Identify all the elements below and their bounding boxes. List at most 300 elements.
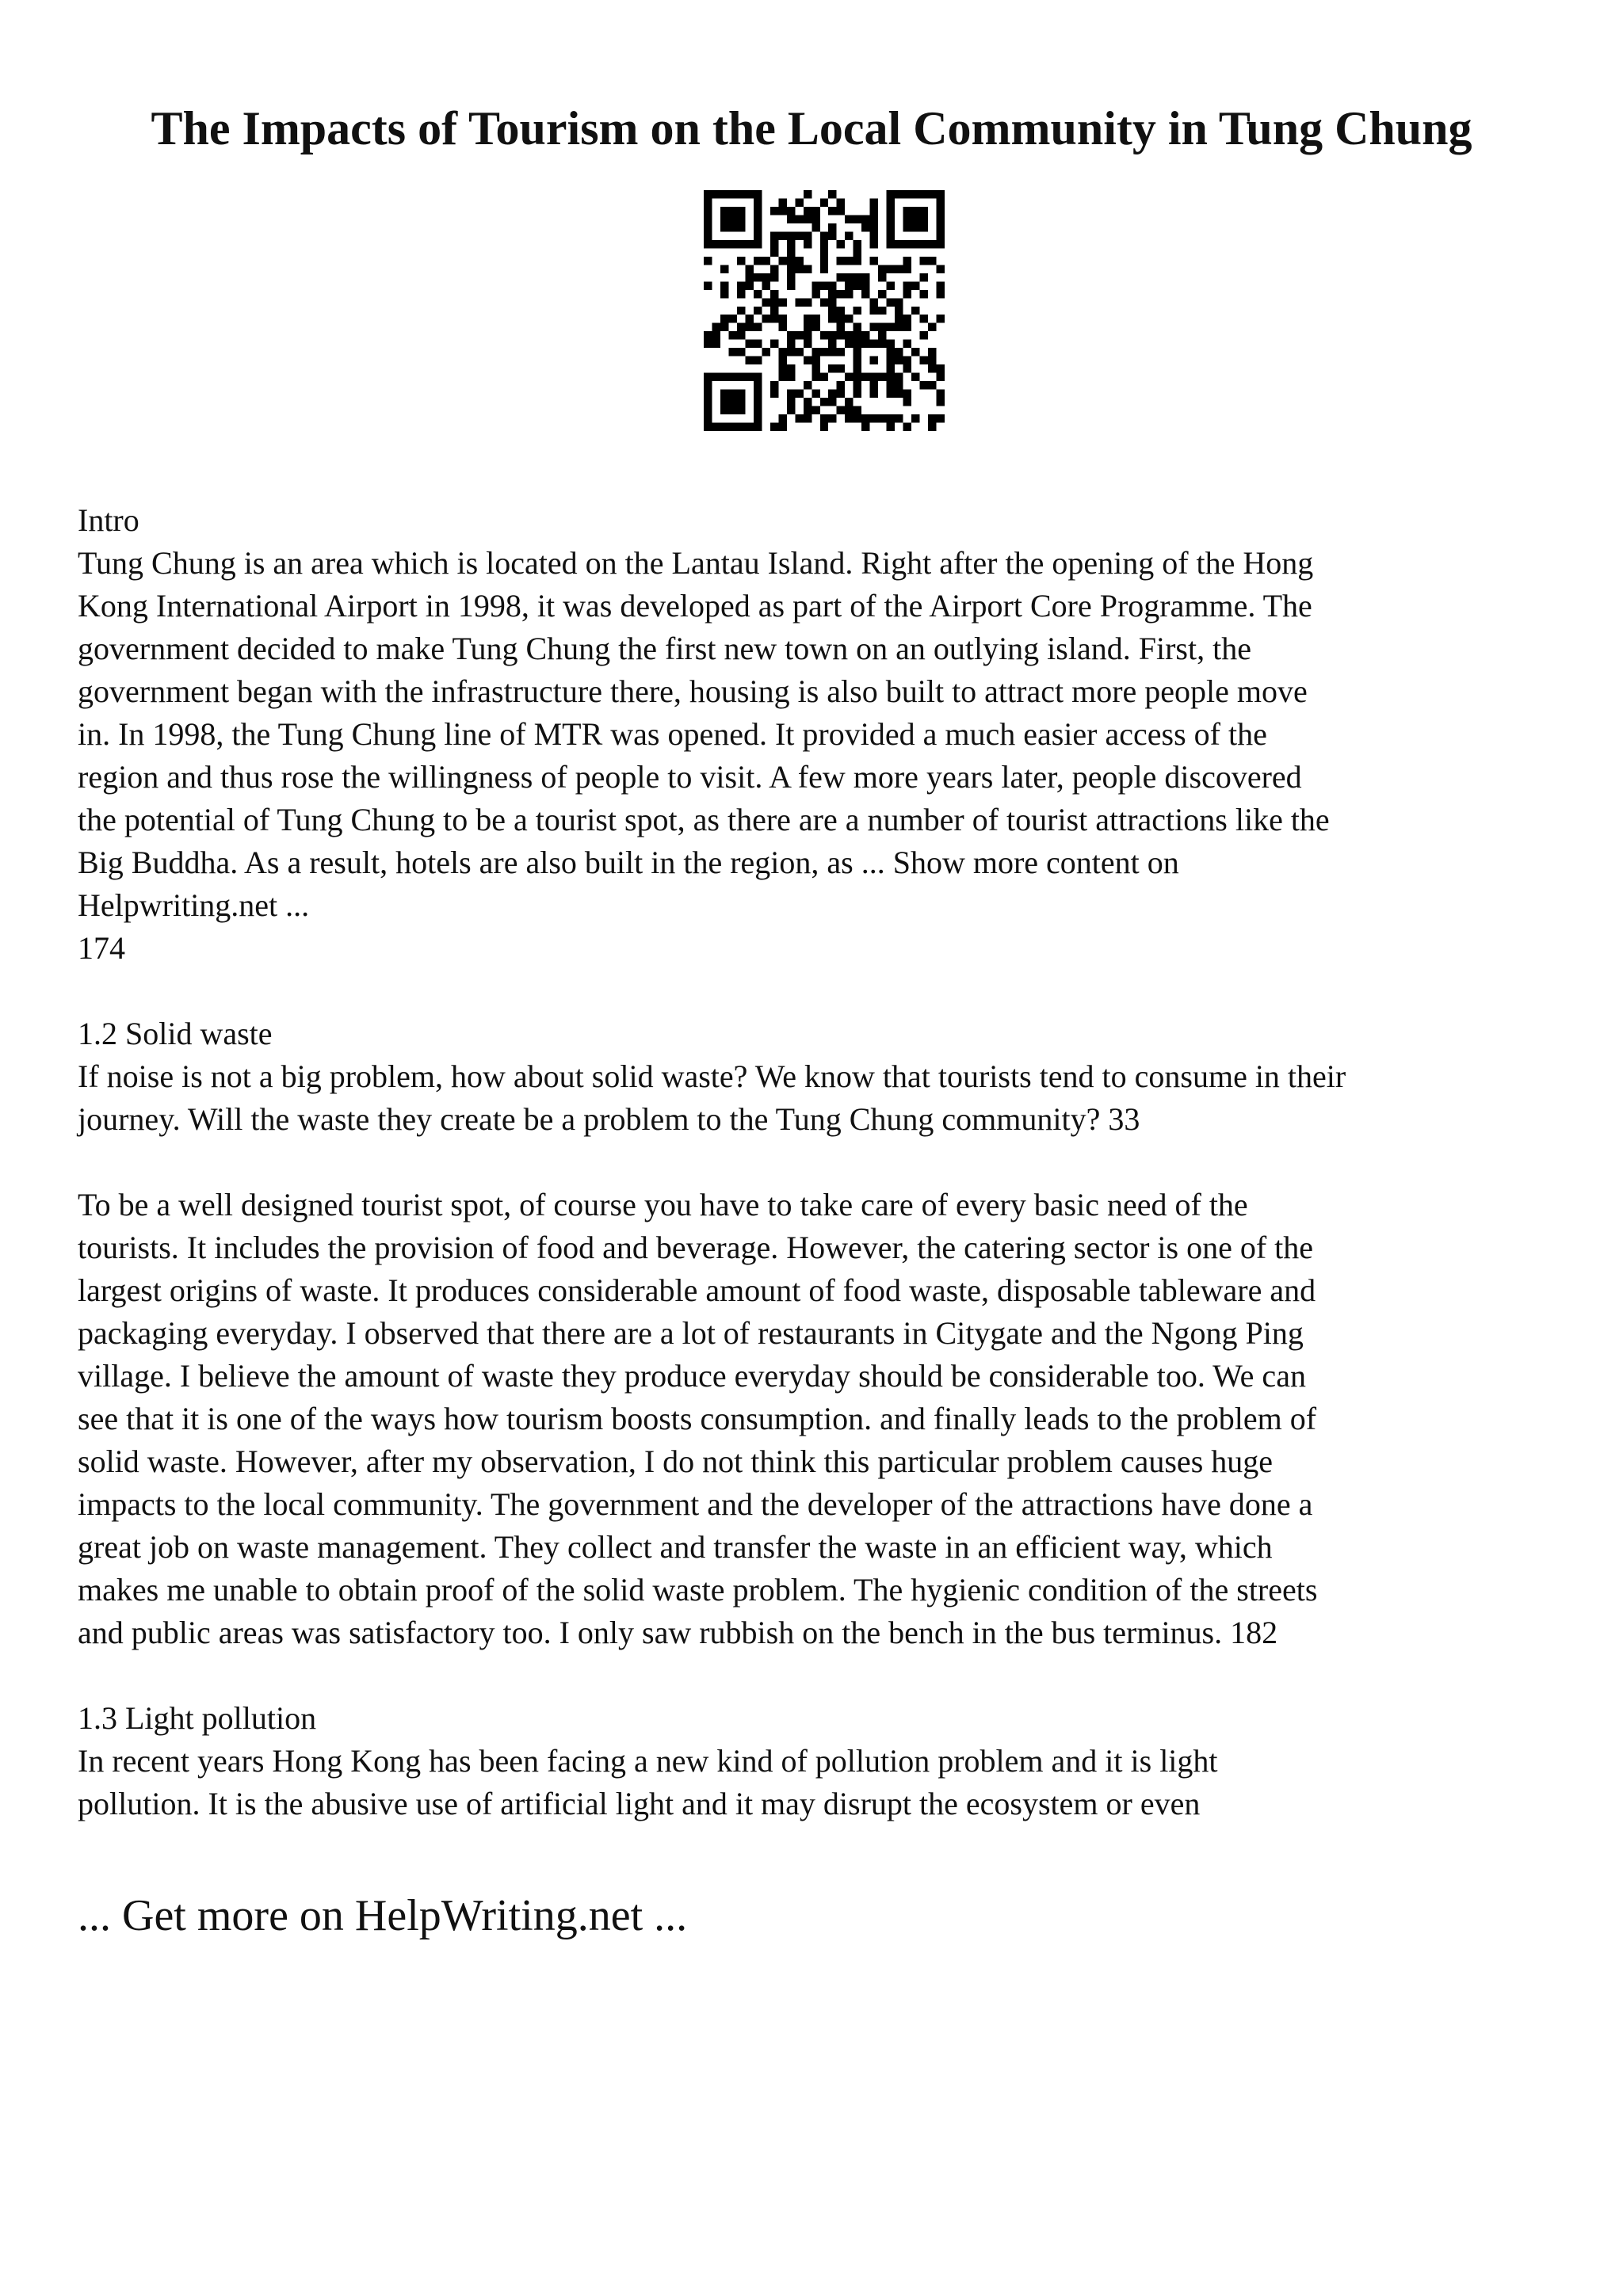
qr-module	[895, 381, 903, 389]
qr-code-icon[interactable]	[704, 190, 945, 431]
qr-module	[787, 398, 795, 406]
qr-module	[828, 398, 836, 406]
qr-module	[887, 357, 895, 364]
qr-module	[854, 248, 861, 256]
qr-module	[737, 207, 745, 215]
qr-module	[870, 307, 878, 315]
qr-module	[820, 298, 828, 306]
qr-module	[754, 373, 762, 381]
qr-module	[895, 414, 903, 422]
qr-module	[812, 223, 819, 231]
qr-module	[704, 281, 712, 289]
qr-module	[804, 240, 812, 248]
qr-module	[754, 390, 762, 398]
qr-module	[828, 307, 836, 315]
qr-module	[770, 315, 778, 322]
qr-module	[887, 215, 895, 223]
qr-module	[845, 398, 853, 406]
qr-module	[854, 281, 861, 289]
qr-module	[712, 331, 720, 339]
qr-module	[720, 398, 728, 406]
qr-module	[745, 423, 753, 431]
qr-module	[845, 231, 853, 239]
qr-module	[770, 240, 778, 248]
qr-module	[754, 398, 762, 406]
qr-module	[787, 390, 795, 398]
qr-module	[845, 340, 853, 348]
qr-module	[903, 398, 911, 406]
paragraph-gap	[78, 970, 1568, 1013]
qr-module	[870, 381, 878, 389]
qr-module	[804, 357, 812, 364]
qr-module	[895, 373, 903, 381]
qr-module	[937, 231, 945, 239]
qr-module	[720, 315, 728, 322]
qr-module	[745, 340, 753, 348]
qr-module	[828, 298, 836, 306]
qr-module	[845, 331, 853, 339]
qr-module	[812, 373, 819, 381]
qr-module	[787, 364, 795, 372]
qr-module	[870, 257, 878, 265]
qr-module	[937, 281, 945, 289]
qr-module	[804, 215, 812, 223]
qr-module	[820, 414, 828, 422]
qr-module	[920, 207, 928, 215]
qr-module	[728, 406, 736, 414]
qr-module	[837, 348, 845, 356]
qr-module	[787, 340, 795, 348]
document-title: The Impacts of Tourism on the Local Community in Tung Chung	[151, 102, 1472, 154]
qr-module	[795, 348, 803, 356]
qr-module	[911, 414, 919, 422]
qr-module	[928, 423, 936, 431]
qr-module	[937, 240, 945, 248]
qr-module	[745, 240, 753, 248]
qr-module	[728, 373, 736, 381]
qr-module	[911, 207, 919, 215]
qr-module	[778, 257, 786, 265]
qr-module	[878, 373, 886, 381]
qr-module	[770, 298, 778, 306]
qr-module	[937, 223, 945, 231]
qr-module	[845, 273, 853, 281]
qr-module	[854, 323, 861, 331]
qr-module	[762, 257, 769, 265]
qr-module	[737, 406, 745, 414]
qr-module	[837, 390, 845, 398]
qr-module	[870, 414, 878, 422]
qr-module	[720, 207, 728, 215]
qr-module	[804, 207, 812, 215]
qr-module	[820, 281, 828, 289]
section-body-solid-waste-detail: To be a well designed tourist spot, of course you have to take care of every basic need of the tourists. It includes the provision of food and beverage. However, the catering sector is one of the largest origins of waste. It produces considerable amount of food waste, disposable tableware and packaging everyday. I observed that there are a lot of restaurants in Citygate and the Ngong Ping village. I believe the amount of waste they produce everyday should be considerable too. We can see that it is one of the ways how tourism boosts consumption. and finally leads to the problem of solid waste. However, after my observation, I do not think this particular problem causes huge impacts to the local community. The government and the developer of the attractions have done a great job on waste management. They collect and transfer the waste in an efficient way, which makes me unable to obtain proof of the solid waste problem. The hygienic condition of the streets and public areas was satisfactory too. I only saw rubbish on the bench in the bus terminus. 182	[78, 1187, 1318, 1650]
qr-module	[804, 323, 812, 331]
qr-module	[820, 423, 828, 431]
qr-module	[845, 281, 853, 289]
qr-module	[787, 231, 795, 239]
qr-module	[704, 414, 712, 422]
qr-module	[878, 307, 886, 315]
qr-module	[870, 357, 878, 364]
qr-module	[887, 207, 895, 215]
qr-module	[770, 231, 778, 239]
qr-module	[928, 240, 936, 248]
qr-module	[845, 406, 853, 414]
qr-module	[837, 406, 845, 414]
qr-module	[804, 414, 812, 422]
qr-module	[903, 207, 911, 215]
qr-module	[911, 348, 919, 356]
qr-module	[770, 248, 778, 256]
qr-module	[704, 240, 712, 248]
qr-module	[754, 423, 762, 431]
qr-module	[887, 381, 895, 389]
qr-module	[737, 307, 745, 315]
qr-module	[754, 190, 762, 198]
qr-module	[704, 390, 712, 398]
qr-module	[820, 248, 828, 256]
qr-module	[754, 381, 762, 389]
qr-module	[812, 348, 819, 356]
qr-module	[887, 198, 895, 206]
qr-module	[720, 240, 728, 248]
qr-module	[720, 190, 728, 198]
qr-module	[737, 423, 745, 431]
qr-module	[720, 373, 728, 381]
qr-module	[762, 298, 769, 306]
qr-module	[928, 190, 936, 198]
qr-module	[745, 281, 753, 289]
qr-module	[712, 190, 720, 198]
qr-module	[895, 240, 903, 248]
qr-module	[720, 215, 728, 223]
qr-module	[920, 331, 928, 339]
qr-module	[828, 290, 836, 298]
qr-module	[861, 290, 869, 298]
qr-module	[787, 331, 795, 339]
qr-module	[903, 190, 911, 198]
qr-module	[778, 414, 786, 422]
qr-module	[845, 414, 853, 422]
qr-module	[861, 414, 869, 422]
qr-module	[854, 381, 861, 389]
qr-module	[861, 223, 869, 231]
qr-module	[728, 331, 736, 339]
qr-module	[828, 315, 836, 322]
qr-module	[845, 290, 853, 298]
qr-module	[820, 398, 828, 406]
qr-module	[911, 240, 919, 248]
qr-module	[928, 357, 936, 364]
qr-module	[778, 315, 786, 322]
qr-module	[903, 281, 911, 289]
qr-module	[778, 364, 786, 372]
qr-module	[737, 223, 745, 231]
qr-module	[870, 240, 878, 248]
qr-module	[704, 373, 712, 381]
qr-module	[837, 364, 845, 372]
qr-module	[861, 423, 869, 431]
qr-module	[754, 406, 762, 414]
qr-module	[903, 323, 911, 331]
qr-module	[737, 190, 745, 198]
qr-module	[728, 398, 736, 406]
qr-module	[903, 257, 911, 265]
qr-module	[787, 207, 795, 215]
qr-module	[837, 273, 845, 281]
qr-module	[754, 240, 762, 248]
qr-module	[937, 414, 945, 422]
qr-module	[804, 406, 812, 414]
qr-module	[861, 373, 869, 381]
qr-module	[887, 323, 895, 331]
qr-module	[804, 298, 812, 306]
qr-module	[828, 348, 836, 356]
qr-module	[870, 298, 878, 306]
qr-module	[745, 265, 753, 273]
qr-module	[754, 414, 762, 422]
qr-module	[895, 390, 903, 398]
qr-module	[737, 257, 745, 265]
qr-module	[728, 390, 736, 398]
qr-module	[887, 340, 895, 348]
qr-module	[778, 423, 786, 431]
qr-module	[837, 307, 845, 315]
qr-module	[828, 281, 836, 289]
qr-module	[887, 390, 895, 398]
qr-module	[903, 423, 911, 431]
qr-module	[787, 273, 795, 281]
qr-module	[911, 223, 919, 231]
qr-module	[887, 423, 895, 431]
qr-module	[870, 215, 878, 223]
qr-module	[828, 340, 836, 348]
qr-module	[745, 323, 753, 331]
qr-module	[704, 423, 712, 431]
qr-module	[795, 215, 803, 223]
qr-module	[920, 215, 928, 223]
qr-module	[837, 315, 845, 322]
qr-module	[812, 323, 819, 331]
qr-module	[737, 398, 745, 406]
qr-module	[920, 273, 928, 281]
qr-module	[812, 406, 819, 414]
qr-module	[870, 323, 878, 331]
qr-module	[770, 381, 778, 389]
qr-module	[845, 315, 853, 322]
qr-module	[887, 414, 895, 422]
qr-module	[754, 257, 762, 265]
qr-module	[720, 290, 728, 298]
qr-module	[895, 265, 903, 273]
qr-module	[778, 348, 786, 356]
section-body-solid-waste: If noise is not a big problem, how about solid waste? We know that tourists tend to consume in their journey. Will the waste they create be a problem to the Tung Chung community? 33	[78, 1058, 1346, 1137]
qr-module	[920, 223, 928, 231]
qr-module	[854, 406, 861, 414]
qr-module	[854, 357, 861, 364]
qr-module	[770, 340, 778, 348]
qr-module	[770, 207, 778, 215]
qr-module	[903, 390, 911, 398]
qr-module	[728, 240, 736, 248]
qr-module	[895, 307, 903, 315]
qr-module	[837, 240, 845, 248]
qr-module	[854, 331, 861, 339]
qr-module	[837, 257, 845, 265]
qr-module	[854, 373, 861, 381]
qr-module	[887, 223, 895, 231]
qr-module	[903, 340, 911, 348]
qr-module	[787, 373, 795, 381]
qr-module	[937, 398, 945, 406]
qr-module	[804, 340, 812, 348]
qr-module	[728, 348, 736, 356]
qr-module	[878, 273, 886, 281]
qr-module	[812, 281, 819, 289]
section-body-light-pollution: In recent years Hong Kong has been facing a new kind of pollution problem and it is light pollution. It is the abusive use of artificial light and it may disrupt the ecosystem or even	[78, 1743, 1218, 1821]
qr-module	[870, 223, 878, 231]
qr-module	[887, 373, 895, 381]
qr-module	[754, 198, 762, 206]
qr-module	[854, 390, 861, 398]
qr-module	[895, 323, 903, 331]
qr-module	[754, 223, 762, 231]
qr-module	[728, 207, 736, 215]
qr-module	[728, 223, 736, 231]
paragraph-gap	[78, 1654, 1568, 1697]
qr-module	[828, 223, 836, 231]
qr-module	[745, 315, 753, 322]
qr-module	[895, 348, 903, 356]
qr-module	[795, 331, 803, 339]
qr-module	[870, 390, 878, 398]
qr-module	[787, 248, 795, 256]
section-heading-solid-waste: 1.2 Solid waste	[78, 1016, 273, 1051]
qr-module	[712, 323, 720, 331]
qr-module	[770, 307, 778, 315]
qr-module	[887, 190, 895, 198]
qr-module	[787, 281, 795, 289]
qr-module	[712, 423, 720, 431]
paragraph-gap	[78, 1141, 1568, 1184]
qr-module	[820, 265, 828, 273]
qr-module	[795, 414, 803, 422]
qr-module	[903, 240, 911, 248]
qr-module	[820, 231, 828, 239]
qr-module	[903, 364, 911, 372]
qr-module	[887, 298, 895, 306]
qr-module	[754, 215, 762, 223]
qr-module	[903, 215, 911, 223]
qr-module	[928, 364, 936, 372]
qr-module	[870, 340, 878, 348]
qr-module	[937, 265, 945, 273]
qr-module	[720, 423, 728, 431]
qr-module	[704, 223, 712, 231]
qr-module	[745, 273, 753, 281]
qr-module	[820, 331, 828, 339]
qr-module	[878, 290, 886, 298]
qr-module	[754, 207, 762, 215]
qr-module	[728, 215, 736, 223]
qr-module	[861, 215, 869, 223]
qr-module	[704, 215, 712, 223]
qr-module	[812, 357, 819, 364]
qr-code-graphic	[704, 190, 945, 431]
qr-module	[878, 323, 886, 331]
qr-module	[704, 198, 712, 206]
qr-module	[812, 215, 819, 223]
qr-module	[903, 290, 911, 298]
qr-module	[737, 390, 745, 398]
get-more-link[interactable]: ... Get more on HelpWriting.net ...	[78, 1891, 688, 1940]
qr-module	[737, 373, 745, 381]
qr-module	[795, 198, 803, 206]
qr-module	[828, 190, 836, 198]
qr-module	[878, 340, 886, 348]
qr-module	[920, 315, 928, 322]
qr-module	[754, 273, 762, 281]
qr-module	[762, 348, 769, 356]
qr-module	[704, 340, 712, 348]
qr-module	[762, 273, 769, 281]
qr-module	[787, 265, 795, 273]
qr-module	[795, 390, 803, 398]
qr-module	[920, 357, 928, 364]
qr-module	[754, 231, 762, 239]
qr-module	[745, 373, 753, 381]
qr-module	[937, 373, 945, 381]
qr-module	[795, 265, 803, 273]
qr-module	[770, 290, 778, 298]
qr-module	[704, 331, 712, 339]
section-body-intro: Tung Chung is an area which is located on the Lantau Island. Right after the opening of the Hong Kong International Airport in 1998, it was developed as part of the Airport Core Programme. The government decided to make Tung Chung the first new town on an outlying island. First, the government began with the infrastructure there, housing is also built to attract more people move in. In 1998, the Tung Chung line of MTR was opened. It provided a much easier access of the region and thus rose the willingness of people to visit. A few more years later, people discovered the potential of Tung Chung to be a tourist spot, as there are a number of tourist attractions like the Big Buddha. As a result, hotels are also built in the region, as ... Show more content on Helpwriting.net ... 174	[78, 545, 1330, 966]
qr-module	[804, 265, 812, 273]
qr-module	[887, 364, 895, 372]
qr-module	[804, 398, 812, 406]
qr-module	[828, 331, 836, 339]
qr-module	[820, 348, 828, 356]
qr-module	[804, 331, 812, 339]
qr-module	[737, 215, 745, 223]
qr-module	[828, 207, 836, 215]
qr-module	[745, 357, 753, 364]
qr-module	[754, 340, 762, 348]
qr-module	[720, 323, 728, 331]
qr-module	[911, 281, 919, 289]
qr-module	[812, 290, 819, 298]
qr-module	[937, 207, 945, 215]
qr-module	[804, 231, 812, 239]
qr-module	[778, 357, 786, 364]
qr-module	[720, 390, 728, 398]
qr-module	[778, 231, 786, 239]
qr-module	[837, 198, 845, 206]
qr-module	[845, 373, 853, 381]
qr-module	[728, 190, 736, 198]
qr-module	[895, 315, 903, 322]
qr-module	[895, 357, 903, 364]
qr-module	[854, 414, 861, 422]
qr-module	[795, 298, 803, 306]
qr-module	[704, 190, 712, 198]
qr-module	[837, 331, 845, 339]
section-heading-intro: Intro	[78, 502, 139, 538]
qr-module	[754, 323, 762, 331]
qr-module	[812, 390, 819, 398]
qr-module	[737, 240, 745, 248]
